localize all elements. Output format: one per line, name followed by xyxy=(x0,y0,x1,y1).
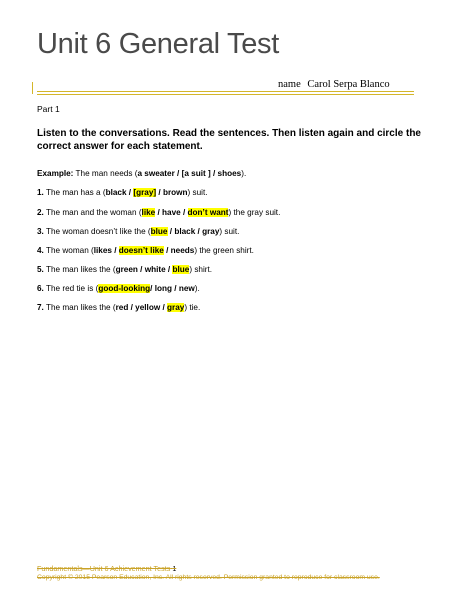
separator: / xyxy=(167,227,175,236)
question-2 xyxy=(37,208,280,217)
selected-option: doesn’t like xyxy=(118,246,164,255)
question-end: ) tie. xyxy=(184,303,201,312)
question-text: The man likes the ( xyxy=(43,303,116,312)
separator: / xyxy=(165,265,173,274)
footer-series xyxy=(37,564,176,573)
question-number: 1. xyxy=(37,188,44,197)
option: have xyxy=(162,208,181,217)
question-number: 7. xyxy=(37,303,44,312)
footer-series-text: Fundamentals—Unit 6 Achievement Tests xyxy=(37,564,171,573)
selected-option: gray xyxy=(167,303,185,312)
question-7 xyxy=(37,303,200,312)
option: black xyxy=(174,227,196,236)
separator: / xyxy=(195,227,203,236)
question-end: ) the green shirt. xyxy=(194,246,254,255)
example-line xyxy=(37,169,246,178)
example-option-2: [a suit ] xyxy=(181,169,211,178)
separator: / xyxy=(111,246,119,255)
question-4 xyxy=(37,246,254,255)
question-number: 2. xyxy=(37,208,44,217)
option: new xyxy=(178,284,195,293)
option: gray xyxy=(202,227,220,236)
separator: / xyxy=(174,169,182,178)
option: white xyxy=(144,265,166,274)
question-text: The red tie is ( xyxy=(43,284,99,293)
question-text: The man likes the ( xyxy=(43,265,116,274)
question-text: The woman doesn’t like the ( xyxy=(43,227,151,236)
question-5 xyxy=(37,265,212,274)
name-line xyxy=(278,79,390,90)
option: likes xyxy=(93,246,112,255)
option: black xyxy=(105,188,127,197)
footer-copyright: Copyright © 2015 Pearson Education, Inc. All rights reserved. Permission granted to reproduce for classroom use. xyxy=(37,574,380,581)
separator: / xyxy=(210,169,218,178)
question-6 xyxy=(37,284,200,293)
separator: / xyxy=(180,208,188,217)
example-label: Example: xyxy=(37,169,74,178)
separator: / xyxy=(163,246,171,255)
question-end: ) suit. xyxy=(219,227,240,236)
page-title: Unit 6 General Test xyxy=(37,28,280,60)
rule-bottom xyxy=(37,94,414,95)
name-label: name xyxy=(278,79,301,90)
example-option-3: shoes xyxy=(217,169,242,178)
rule-top xyxy=(37,91,414,92)
question-end: ) shirt. xyxy=(189,265,213,274)
question-number: 5. xyxy=(37,265,44,274)
student-name: Carol Serpa Blanco xyxy=(307,79,390,90)
question-end: ). xyxy=(194,284,200,293)
selected-option: good-looking xyxy=(98,284,151,293)
selected-option: blue xyxy=(150,227,168,236)
margin-bar xyxy=(32,82,33,94)
separator: / xyxy=(128,303,136,312)
selected-option: don’t want xyxy=(187,208,229,217)
example-option-1: a sweater xyxy=(137,169,175,178)
separator: / xyxy=(156,188,163,197)
separator: / xyxy=(126,188,134,197)
question-end: ) suit. xyxy=(187,188,208,197)
selected-option: blue xyxy=(172,265,190,274)
separator: / xyxy=(172,284,179,293)
question-number: 3. xyxy=(37,227,44,236)
instructions: Listen to the conversations. Read the sentences. Then listen again and circle the correct answer for each statement. xyxy=(37,128,421,152)
separator: / xyxy=(150,284,155,293)
part-label: Part 1 xyxy=(37,104,60,114)
question-text: The man has a ( xyxy=(43,188,106,197)
option: brown xyxy=(162,188,188,197)
separator: / xyxy=(137,265,145,274)
question-text: The woman ( xyxy=(43,246,94,255)
selected-option: [gray] xyxy=(133,188,157,197)
page-number: 1 xyxy=(172,564,177,573)
option: long xyxy=(154,284,172,293)
separator: / xyxy=(160,303,168,312)
separator: / xyxy=(155,208,163,217)
question-number: 4. xyxy=(37,246,44,255)
question-1 xyxy=(37,188,208,197)
example-end: ). xyxy=(241,169,247,178)
question-3 xyxy=(37,227,239,236)
question-text: The man and the woman ( xyxy=(43,208,142,217)
option: green xyxy=(115,265,138,274)
option: red xyxy=(115,303,129,312)
question-number: 6. xyxy=(37,284,44,293)
option: needs xyxy=(170,246,195,255)
selected-option: like xyxy=(141,208,156,217)
question-end: ) the gray suit. xyxy=(228,208,281,217)
example-text: The man needs ( xyxy=(73,169,138,178)
option: yellow xyxy=(135,303,161,312)
